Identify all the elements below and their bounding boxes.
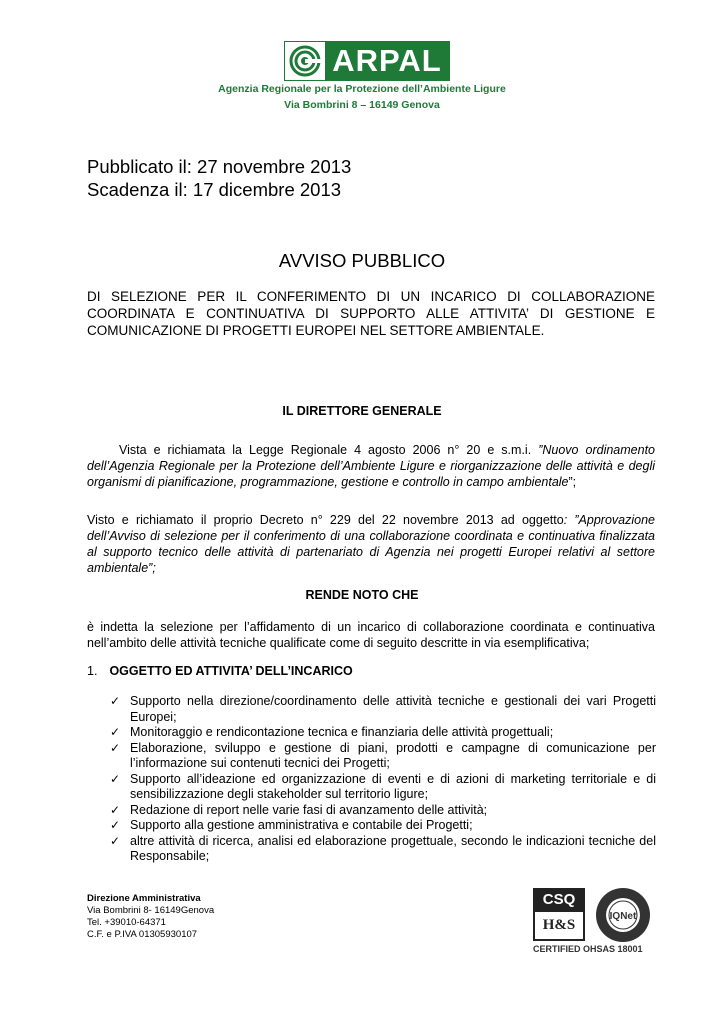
checkmark-icon: ✓ (110, 740, 121, 755)
csq-logo-bottom: H&S (533, 912, 585, 941)
checkmark-icon: ✓ (110, 771, 121, 786)
certification-caption: CERTIFIED OHSAS 18001 (533, 944, 643, 954)
checkmark-icon: ✓ (110, 833, 121, 848)
paragraph-decree (87, 512, 655, 576)
footer-address: Via Bombrini 8- 16149Genova (87, 905, 215, 916)
document-subject: DI SELEZIONE PER IL CONFERIMENTO DI UN INCARICO DI COLLABORAZIONE COORDINATA E CONTINUATIVA DI SUPPORTO ALLE ATTIVITA’ DI GESTIONE E COMUNICAZIONE DI PROGETTI EUROPEI NEL SETTORE AMBIENTALE. (87, 289, 655, 338)
footer-contacts (87, 893, 214, 941)
section-1-number: 1. (87, 664, 98, 678)
list-item: ✓ Supporto alla gestione amministrativa e contabile dei Progetti; (110, 818, 473, 832)
list-item: ✓ Monitoraggio e rendicontazione tecnica e finanziaria delle attività progettuali; (110, 725, 554, 739)
footer-vat: C.F. e P.IVA 01305930107 (87, 929, 198, 940)
arpal-logo (284, 41, 450, 81)
agency-address: Via Bombrini 8 – 16149 Genova (284, 99, 440, 111)
checkmark-icon: ✓ (110, 694, 121, 708)
list-item: ✓ Supporto nella direzione/coordinamento delle attività tecniche e gestionali dei vari Progetti Europei; (110, 694, 656, 724)
paragraph-law (87, 442, 655, 490)
footer-department: Direzione Amministrativa (87, 893, 201, 904)
paragraph-decree-lead: Visto e richiamato il proprio Decreto n° 229 del 22 novembre 2013 ad oggetto (87, 513, 564, 527)
list-item: ✓ altre attività di ricerca, analisi ed elaborazione progettuale, secondo le indicazioni tecniche del Responsabile; (110, 833, 656, 863)
section-1-heading (87, 664, 353, 678)
checkmark-icon: ✓ (110, 818, 121, 832)
published-date: Pubblicato il: 27 novembre 2013 (87, 156, 352, 177)
document-title: AVVISO PUBBLICO (278, 250, 446, 271)
deadline-date: Scadenza il: 17 dicembre 2013 (87, 179, 342, 200)
csq-logo-top: CSQ (533, 888, 585, 912)
director-heading: IL DIRETTORE GENERALE (282, 404, 442, 418)
paragraph-law-italic: ”Nuovo ordinamento dell’Agenzia Regionale per la Protezione dell’Ambiente Ligure e riorganizzazione delle attività e degli organismi di pianificazione, programmazione, gestione e controllo in campo ambientale (87, 443, 655, 489)
rende-noto-heading: RENDE NOTO CHE (305, 588, 419, 602)
csq-logo (533, 888, 585, 942)
activities-list (110, 694, 656, 865)
arpal-logo-text: ARPAL (325, 42, 449, 80)
list-item: ✓ Elaborazione, sviluppo e gestione di piani, prodotti e campagne di comunicazione per l’informazione sui contenuti tecnici dei Progetti; (110, 740, 656, 770)
section-1-title: OGGETTO ED ATTIVITA’ DELL’INCARICO (109, 664, 353, 678)
arpal-logo-mark-icon (285, 42, 325, 80)
checkmark-icon: ✓ (110, 725, 121, 739)
checkmark-icon: ✓ (110, 802, 121, 817)
paragraph-decree-italic: : ”Approvazione dell’Avviso di selezione per il conferimento di una collaborazione coordinata e continuativa finalizzata al supporto tecnico delle attività di partenariato di Agenzia nei progetti Europei relativi al settore ambientale”; (87, 513, 655, 575)
list-item: ✓ Redazione di report nelle varie fasi di avanzamento delle attività; (110, 802, 488, 817)
list-item: ✓ Supporto all’ideazione ed organizzazione di eventi e di azioni di marketing territoriale e di sensibilizzazione degli stakeholder sul territorio ligure; (110, 771, 656, 801)
publication-dates (87, 155, 351, 201)
footer-phone: Tel. +39010-64371 (87, 917, 166, 928)
iqnet-label: IQNet (609, 911, 637, 922)
agency-name: Agenzia Regionale per la Protezione dell’Ambiente Ligure (218, 83, 506, 95)
paragraph-selection: è indetta la selezione per l’affidamento di un incarico di collaborazione coordinata e continuativa nell’ambito delle attività tecniche qualificate come di seguito descritte in via esemplificativa; (87, 620, 655, 650)
paragraph-law-tail: ”; (568, 475, 577, 489)
iqnet-seal-icon (594, 886, 652, 944)
paragraph-law-lead: Vista e richiamata la Legge Regionale 4 agosto 2006 n° 20 e s.m.i. (119, 443, 539, 457)
